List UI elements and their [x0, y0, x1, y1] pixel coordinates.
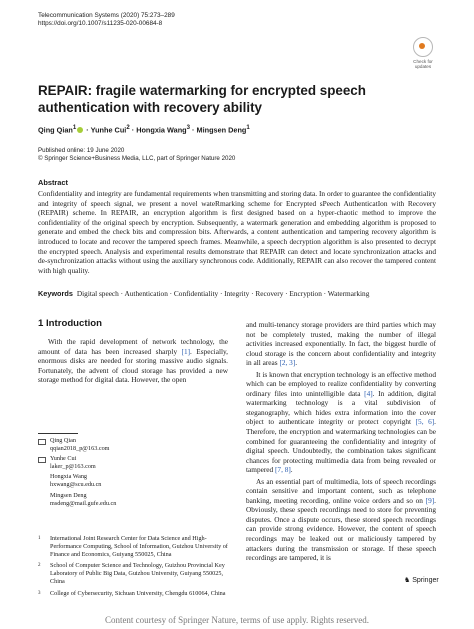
citation-link[interactable]: [5, 6] [415, 417, 435, 427]
citation-link[interactable]: [4] [364, 388, 373, 398]
paragraph-text: With the rapid development of network technology, the amount of data has been increased sharply [38, 337, 228, 356]
citation-link[interactable]: [7, 8] [274, 465, 291, 475]
intro-column-2 [246, 320, 436, 565]
orcid-icon[interactable] [77, 127, 83, 133]
affiliation-entry [38, 590, 228, 598]
abstract-text: Confidentiality and integrity are fundamental requirements when transmitting and storing data. In order to guarantee the confidentiality and integrity of speech signal, we present a novel wateRmarking scheme for Encrypted sPeech AuthenticatIon with Recovery (REPAIR) scheme. In REPAIR, an encryption algorithm is first designed based on a hyper-chaotic method to improve the confidentiality of the original speech by encryption. Subsequently, a watermark generation and embedding algorithm is proposed to generate and embed the check bits and compression bits. Afterwards, a content authentication and tampering recovery algorithm is introduced to locate and recover the tampered speech frames. Meanwhile, a speech decryption algorithm is also presented to decrypt the encrypted speech. Analysis and experimental results demonstrate that REPAIR can detect and locate synchronization attacks and de-synchronization attacks without using the auxiliary synchronous code. Additionally, REPAIR can also recover the tampered content with high quality. [38, 189, 436, 275]
contact-email[interactable]: msdeng@mail.gufe.edu.cn [50, 499, 117, 507]
doi-link[interactable]: https://doi.org/10.1007/s11235-020-00684-8 [38, 20, 163, 28]
author-separator: · [129, 125, 137, 135]
author-name[interactable]: Hongxia Wang [136, 125, 187, 135]
paragraph-text: It is known that encryption technology is an effective method which can be employed to realize confidentiality by converting ordinary files into unintelligible data [246, 369, 436, 398]
keywords-label: Keywords [38, 289, 73, 298]
keywords [38, 289, 436, 298]
paragraph-text: and multi-tenancy storage providers are third parties which may not be completely trusted, making the number of illegal activities increased exponentially. In fact, the biggest hurdle of cloud storage is the concern about confidentiality and integrity in all areas [246, 320, 436, 368]
contact-email[interactable]: hxwang@scu.edu.cn [50, 481, 102, 489]
paragraph-text: . In addition, digital watermarking technology is a vital subdivision of steganography, which hides extra information into the cover object to authenticate integrity or protect copyright [246, 388, 436, 427]
badge-text-1: Check for [413, 59, 433, 64]
paragraph-text: . Therefore, the encryption and watermarking technologies can be combined for guaranteeing the confidentiality and integrity of digital speech. Undoubtedly, the combination takes significant chances for protecting multimedia data from being revealed or tampered [246, 417, 436, 475]
author-separator: · [190, 125, 197, 135]
author-name[interactable]: Yunhe Cui [90, 125, 127, 135]
crossmark-icon [413, 37, 433, 57]
author-affiliation-mark: 2 [126, 124, 130, 131]
contact-name: Yunhe Cui [50, 455, 77, 463]
author-affiliation-mark: 1 [246, 124, 250, 131]
contact-name: Hongxia Wang [50, 473, 88, 481]
affiliation-number: 2 [38, 563, 41, 569]
contact-entry [38, 492, 228, 508]
citation-link[interactable]: [2, 3] [279, 358, 296, 368]
affiliations [38, 535, 228, 601]
corresponding-authors [38, 437, 228, 510]
paragraph-text: . Obviously, these speech recordings need to store for preventing disputes. Once a dispute occurs, these stored speech recordings can provide strong evidence. However, the content of speech recordings may be leaked out or maliciously tampered by attackers during the transmission or storage. If these speech recordings are tampered, it is [246, 495, 436, 563]
journal-citation: Telecommunication Systems (2020) 75:273–289 [38, 12, 175, 19]
contact-spacer [38, 473, 50, 489]
intro-paragraph-continued [246, 320, 436, 368]
keywords-list: Digital speech · Authentication · Confidentiality · Integrity · Recovery · Encryption · Watermarking [76, 289, 370, 298]
intro-paragraph-2 [246, 370, 436, 475]
author-affiliation-mark: 3 [186, 124, 190, 131]
affiliation-text: College of Cybersecurity, Sichuan University, Chengdu 610064, China [50, 589, 226, 597]
check-for-updates-badge[interactable] [408, 37, 438, 69]
author-name[interactable]: Qing Qian [38, 125, 73, 135]
paragraph-text: . [295, 358, 298, 368]
footer-notice: Content courtesy of Springer Nature, terms of use apply. Rights reserved. [0, 611, 474, 629]
affiliation-entry [38, 535, 228, 559]
paragraph-text: As an essential part of multimedia, lots of speech recordings contain sensitive and important content, such as telephone banking, meeting recording, online voice orders and so on [246, 476, 436, 505]
author-name[interactable]: Mingsen Deng [196, 125, 247, 135]
intro-paragraph-1 [38, 337, 228, 385]
envelope-icon [38, 455, 50, 471]
contact-entry [38, 473, 228, 489]
article-title: REPAIR: fragile watermarking for encrypted speech authentication with recovery ability [38, 83, 366, 115]
affiliation-text: International Joint Research Center for Data Science and High-Performance Computing, School of Information, Guizhou University of Finance and Economics, Guiyang 550025, China [50, 535, 228, 559]
section-heading-introduction: 1 Introduction [38, 318, 102, 329]
published-date: Published online: 19 June 2020 [38, 147, 125, 154]
springer-wordmark: Springer [412, 577, 439, 584]
abstract-heading: Abstract [38, 178, 68, 187]
author-list [38, 124, 250, 134]
springer-horse-icon: ♞ [404, 577, 411, 584]
contact-email[interactable]: qqian2018_p@163.com [50, 445, 110, 453]
contact-name: Qing Qian [50, 437, 76, 444]
contact-name: Mingsen Deng [50, 491, 87, 499]
affiliation-entry [38, 562, 228, 586]
footnote-divider [38, 433, 78, 434]
copyright-line: © Springer Science+Business Media, LLC, part of Springer Nature 2020 [38, 155, 236, 163]
springer-logo [404, 576, 439, 584]
envelope-icon [38, 437, 50, 453]
publication-info [38, 147, 235, 164]
paragraph-text: . [290, 465, 293, 475]
affiliation-number: 1 [38, 536, 41, 541]
citation-link[interactable]: [1] [181, 346, 191, 356]
contact-spacer [38, 492, 50, 508]
paragraph-text: . Especially, enormous disks are needed for storing massive audio signals. Fortunately, the advent of cloud storage has provided a new storage method for digital data. However, the open [38, 346, 229, 385]
journal-header [38, 12, 175, 29]
contact-entry [38, 455, 228, 471]
contact-email[interactable]: laker_p@163.com [50, 463, 96, 471]
contact-entry [38, 437, 228, 453]
author-affiliation-mark: 1 [72, 124, 77, 131]
affiliation-number: 3 [38, 590, 41, 596]
intro-paragraph-3 [246, 477, 436, 563]
citation-link[interactable]: [9] [425, 495, 435, 505]
affiliation-text: School of Computer Science and Technology, Guizhou Provincial Key Laboratory of Public Big Data, Guizhou University, Guiyang 550025, China [50, 562, 225, 586]
badge-text-2: updates [414, 64, 432, 70]
author-separator: · [84, 125, 91, 135]
